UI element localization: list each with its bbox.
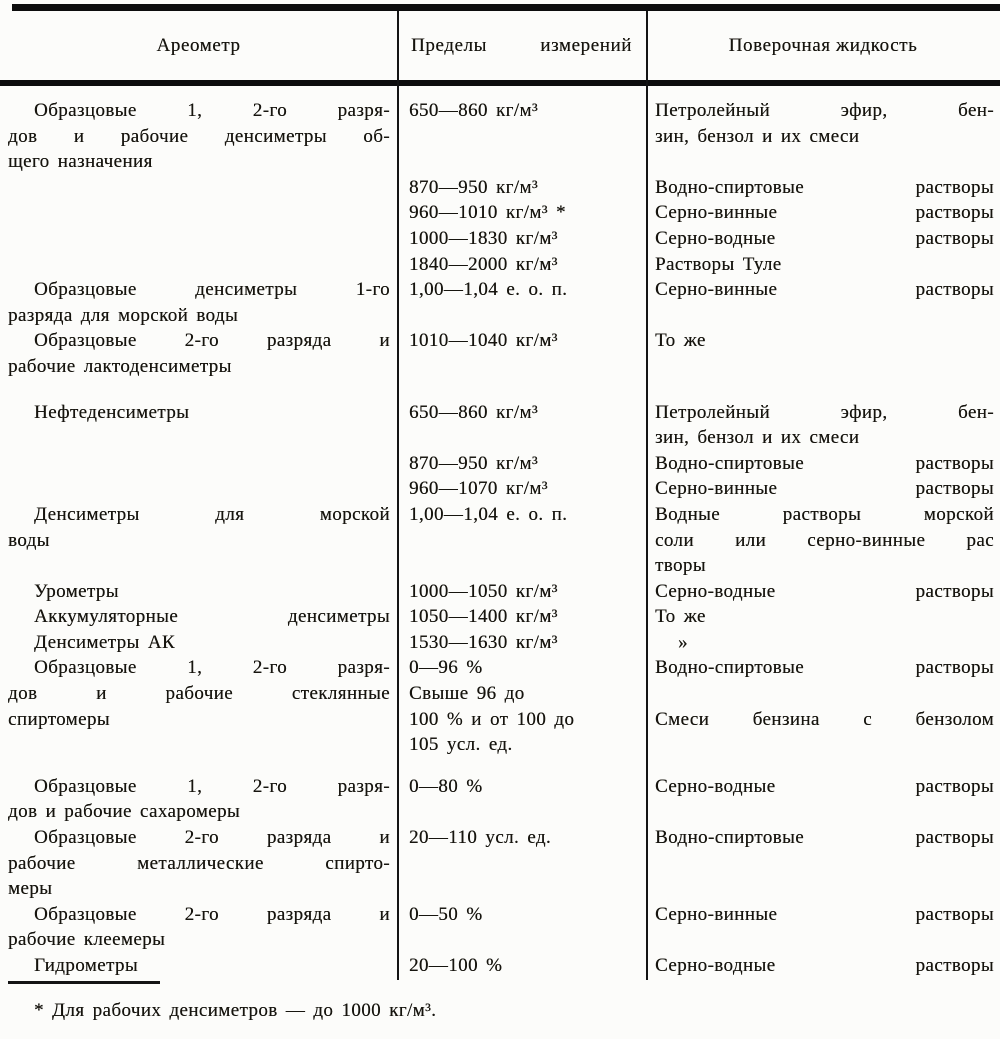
table-row <box>0 354 1000 380</box>
table-row <box>0 124 1000 150</box>
range-cell: 870—950 кг/м³ <box>409 452 538 474</box>
table-row <box>0 825 1000 851</box>
liquid-cell <box>646 927 1000 953</box>
row-gap <box>0 758 1000 774</box>
table-row <box>0 451 1000 477</box>
footnote-rule <box>8 981 160 984</box>
hydrometer-cell: дов и рабочие сахаромеры <box>8 801 241 823</box>
range-cell: 1840—2000 кг/м³ <box>409 253 558 275</box>
table-row <box>0 876 1000 902</box>
range-cell: 650—860 кг/м³ <box>409 100 538 121</box>
table-row <box>0 149 1000 175</box>
hydrometer-cell <box>0 252 397 278</box>
table-row <box>0 774 1000 800</box>
table-row <box>0 681 1000 707</box>
liquid-cell: зин, бензол и их смеси <box>655 427 860 449</box>
range-cell <box>397 303 646 329</box>
range-cell <box>397 927 646 953</box>
range-cell <box>397 876 646 902</box>
table-header-row <box>0 11 1000 80</box>
liquid-cell <box>646 799 1000 825</box>
range-cell: Свыше 96 до <box>409 683 525 705</box>
range-cell: 1000—1830 кг/м³ <box>409 227 558 249</box>
table-row <box>0 902 1000 928</box>
table-row <box>0 425 1000 451</box>
hydrometer-cell: Образцовые 1, 2-го разря- <box>34 100 390 121</box>
header-cell-measurement-range: Пределы измерений <box>411 34 632 56</box>
range-cell <box>397 124 646 150</box>
liquid-cell: То же <box>655 330 706 352</box>
table-row <box>0 175 1000 201</box>
liquid-cell: Растворы Туле <box>655 253 782 275</box>
header-separator-rule <box>0 80 1000 86</box>
hydrometer-cell: Образцовые 1, 2-го разря- <box>34 775 390 797</box>
liquid-cell: зин, бензол и их смеси <box>655 125 860 147</box>
range-cell <box>397 528 646 554</box>
table-row <box>0 630 1000 656</box>
liquid-cell: » <box>678 631 688 653</box>
range-cell <box>397 851 646 877</box>
liquid-cell: Серно-водные растворы <box>655 955 994 976</box>
hydrometer-cell: рабочие клеемеры <box>8 929 166 951</box>
range-cell: 1,00—1,04 е. о. п. <box>409 279 568 301</box>
table-row <box>0 579 1000 605</box>
liquid-cell <box>646 876 1000 902</box>
hydrometer-cell: Аккумуляторные денсиметры <box>34 606 390 628</box>
liquid-cell <box>646 732 1000 758</box>
hydrometer-cell: спиртомеры <box>8 708 110 730</box>
range-cell: 1050—1400 кг/м³ <box>409 606 558 628</box>
range-cell: 960—1070 кг/м³ <box>409 478 548 500</box>
table-row <box>0 927 1000 953</box>
hydrometer-cell: Образцовые 2-го разряда и <box>34 903 390 925</box>
table-row <box>0 200 1000 226</box>
range-cell <box>397 799 646 825</box>
table-row <box>0 799 1000 825</box>
liquid-cell: творы <box>655 555 706 577</box>
range-cell: 650—860 кг/м³ <box>409 401 538 423</box>
liquid-cell: Водно-спиртовые растворы <box>655 827 994 849</box>
liquid-cell <box>646 681 1000 707</box>
liquid-cell: Водно-спиртовые растворы <box>655 657 994 679</box>
row-gap <box>0 380 1000 400</box>
liquid-cell <box>646 851 1000 877</box>
liquid-cell: Серно-водные растворы <box>655 227 994 249</box>
table-row <box>0 953 1000 979</box>
hydrometer-cell: Гидрометры <box>34 955 138 976</box>
range-cell: 100 % и от 100 до <box>409 708 575 730</box>
range-cell <box>397 553 646 579</box>
range-cell: 1,00—1,04 е. о. п. <box>409 503 568 525</box>
range-cell <box>397 425 646 451</box>
hydrometer-cell: Денсиметры для морской <box>34 503 390 525</box>
range-cell <box>397 354 646 380</box>
liquid-cell <box>646 303 1000 329</box>
table-row <box>0 476 1000 502</box>
hydrometer-cell: Денсиметры АК <box>34 631 175 653</box>
liquid-cell: Серно-винные растворы <box>655 478 994 500</box>
range-cell: 0—80 % <box>409 775 483 797</box>
hydrometer-cell <box>0 476 397 502</box>
table-row <box>0 732 1000 758</box>
table-row <box>0 604 1000 630</box>
range-cell: 1530—1630 кг/м³ <box>409 631 558 653</box>
hydrometer-cell: рабочие лактоденсиметры <box>8 355 232 377</box>
hydrometer-cell <box>0 425 397 451</box>
hydrometer-cell <box>0 200 397 226</box>
range-cell: 1010—1040 кг/м³ <box>409 330 558 352</box>
range-cell: 20—110 усл. ед. <box>409 827 552 849</box>
table-row <box>0 707 1000 733</box>
table-row <box>0 226 1000 252</box>
liquid-cell: Петролейный эфир, бен- <box>655 401 994 423</box>
header-cell-hydrometer: Ареометр <box>156 34 241 56</box>
liquid-cell: Серно-винные растворы <box>655 202 994 224</box>
liquid-cell <box>646 354 1000 380</box>
liquid-cell: Водные растворы морской <box>655 503 994 525</box>
liquid-cell: Серно-водные растворы <box>655 580 994 602</box>
range-cell: 1000—1050 кг/м³ <box>409 580 558 602</box>
table-row <box>0 277 1000 303</box>
hydrometer-cell: Образцовые денсиметры 1-го <box>34 279 390 301</box>
liquid-cell: Серно-водные растворы <box>655 775 994 797</box>
hydrometer-cell <box>0 226 397 252</box>
table-row <box>0 98 1000 124</box>
liquid-cell: Водно-спиртовые растворы <box>655 452 994 474</box>
footnote-text: * Для рабочих денсиметров — до 1000 кг/м³. <box>34 1000 437 1021</box>
header-cell-verification-liquid: Поверочная жидкость <box>728 34 918 56</box>
hydrometer-cell: Урометры <box>34 580 119 602</box>
table-row <box>0 252 1000 278</box>
range-cell: 960—1010 кг/м³ * <box>409 202 566 224</box>
liquid-cell: Водно-спиртовые растворы <box>655 176 994 198</box>
hydrometer-cell <box>0 553 397 579</box>
table-body <box>0 98 1000 979</box>
table-row <box>0 851 1000 877</box>
hydrometer-cell: Образцовые 1, 2-го разря- <box>34 657 390 679</box>
table-row <box>0 328 1000 354</box>
liquid-cell: Петролейный эфир, бен- <box>655 100 994 121</box>
hydrometer-cell: рабочие металлические спирто- <box>8 852 390 874</box>
range-cell: 105 усл. ед. <box>409 734 513 756</box>
range-cell: 0—50 % <box>409 903 483 925</box>
table-row <box>0 553 1000 579</box>
range-cell: 870—950 кг/м³ <box>409 176 538 198</box>
table-row <box>0 528 1000 554</box>
hydrometer-cell: Нефтеденсиметры <box>34 401 190 423</box>
range-cell: 20—100 % <box>409 955 503 976</box>
top-rule <box>12 4 1000 11</box>
hydrometer-cell: воды <box>8 529 50 551</box>
liquid-cell: Серно-винные растворы <box>655 279 994 301</box>
hydrometer-cell: Образцовые 2-го разряда и <box>34 827 390 849</box>
table-row <box>0 303 1000 329</box>
hydrometer-cell: разряда для морской воды <box>8 304 239 326</box>
table-row <box>0 400 1000 426</box>
table-row <box>0 502 1000 528</box>
range-cell <box>397 149 646 175</box>
hydrometer-cell: дов и рабочие денсиметры об- <box>8 125 390 147</box>
hydrometer-cell: меры <box>8 878 53 900</box>
liquid-cell: соли или серно-винные рас <box>655 529 994 551</box>
hydrometer-cell <box>0 175 397 201</box>
hydrometer-cell: дов и рабочие стеклянные <box>8 683 390 705</box>
liquid-cell: Серно-винные растворы <box>655 903 994 925</box>
hydrometer-cell: Образцовые 2-го разряда и <box>34 330 390 352</box>
liquid-cell: То же <box>655 606 706 628</box>
table-row <box>0 655 1000 681</box>
hydrometer-cell: щего назначения <box>8 151 153 173</box>
liquid-cell <box>646 149 1000 175</box>
liquid-cell: Смеси бензина с бензолом <box>655 708 994 730</box>
hydrometer-cell <box>0 732 397 758</box>
range-cell: 0—96 % <box>409 657 483 679</box>
hydrometer-cell <box>0 451 397 477</box>
